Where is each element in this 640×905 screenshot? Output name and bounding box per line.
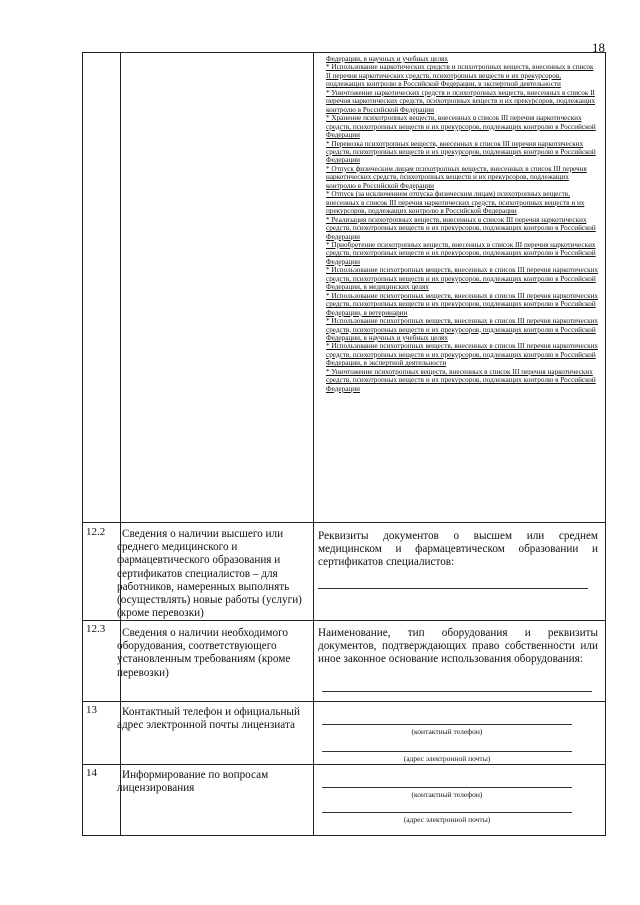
row-description-14: Информирование по вопросам лицензирования xyxy=(117,769,269,795)
row-number-13: 13 xyxy=(86,704,97,716)
row-field-12-3: Наименование, тип оборудования и реквизиты документов, подтверждающих право собственности или иное законное основание использования оборудования: xyxy=(318,627,598,666)
phone-input-line-14[interactable] xyxy=(322,787,572,788)
activity-item: * Отпуск физическим лицам психотропных веществ, внесенных в список III перечня наркотических средств, психотропных веществ и их прекурсоров, подлежащих контролю в Российской Федерации xyxy=(326,164,587,190)
activity-item: * Перевозка психотропных веществ, внесенных в список III перечня наркотических средств, психотропных веществ и их прекурсоров, подлежащих контролю в Российской Федерации xyxy=(326,139,596,165)
activity-item: * Реализация психотропных веществ, внесенных в список III перечня наркотических средств, психотропных веществ и их прекурсоров, подлежащих контролю в Российской Федерации xyxy=(326,215,596,241)
activity-item: Федерации, в научных и учебных целях xyxy=(326,55,448,63)
email-input-line-13[interactable] xyxy=(322,751,572,752)
row-description-12-2: Сведения о наличии высшего или среднего медицинского и фармацевтического образования и сертификатов специалистов – для работников, намеренных выполнять (осуществлять) новые работы (услуги) (кроме перевозки) xyxy=(117,528,302,620)
activity-item: * Отпуск (за исключением отпуска физическим лицам) психотропных веществ, внесенных в список III перечня наркотических средств, психотропных веществ и их прекурсоров, подлежащих контролю в Российской Федерации xyxy=(326,190,585,216)
row-divider-12-2 xyxy=(82,522,606,523)
activity-item: * Использование психотропных веществ, внесенных в список III перечня наркотических средств, психотропных веществ и их прекурсоров, подлежащих контролю в Российской Федерации, в ветеринарии xyxy=(326,291,599,317)
row-number-14: 14 xyxy=(86,767,97,779)
activity-item: * Использование психотропных веществ, внесенных в список III перечня наркотических средств, психотропных веществ и их прекурсоров, подлежащих контролю в Российской Федерации, в научных и учебных целях xyxy=(326,317,599,342)
page-number: 18 xyxy=(592,40,605,55)
row-number-12-3: 12.3 xyxy=(86,623,106,635)
row-field-12-2: Реквизиты документов о высшем или среднем медицинском и фармацевтическом образовании и сертификатов специалистов: xyxy=(318,530,598,569)
row-description-12-3: Сведения о наличии необходимого оборудования, соответствующего установленным требованиям (кроме перевозки) xyxy=(117,627,291,679)
email-caption-14: (адрес электронной почты) xyxy=(403,815,491,824)
activity-item: * Использование психотропных веществ, внесенных в список III перечня наркотических средств, психотропных веществ и их прекурсоров, подлежащих контролю в Российской Федерации, в экспертной деятельности xyxy=(326,342,599,368)
activity-list xyxy=(326,55,600,393)
activity-item: * Уничтожение наркотических средств и психотропных веществ, внесенных в список II перечня наркотических средств, психотропных веществ и их прекурсоров, подлежащих контролю в Российской Федерации xyxy=(326,88,596,114)
activity-item: * Уничтожение психотропных веществ, внесенных в список III перечня наркотических средств, психотропных веществ и их прекурсоров, подлежащих контролю в Российской Федерации xyxy=(326,367,596,393)
phone-input-line-13[interactable] xyxy=(322,724,572,725)
activity-item: * Использование психотропных веществ, внесенных в список III перечня наркотических средств, психотропных веществ и их прекурсоров, подлежащих контролю в Российской Федерации, в медицинских целях xyxy=(326,266,599,292)
activity-item: * Приобретение психотропных веществ, внесенных в список III перечня наркотических средств, психотропных веществ и их прекурсоров, подлежащих контролю в Российской Федерации xyxy=(326,240,596,266)
input-line-12-2[interactable] xyxy=(318,588,588,589)
row-divider-14 xyxy=(82,764,606,765)
email-input-line-14[interactable] xyxy=(322,812,572,813)
activity-item: * Хранение психотропных веществ, внесенных в список III перечня наркотических средств, психотропных веществ и их прекурсоров, подлежащих контролю в Российской Федерации xyxy=(326,114,596,140)
activity-item: * Использование наркотических средств и психотропных веществ, внесенных в список II перечня наркотических средств, психотропных веществ и их прекурсоров, подлежащих контролю в Российской Федерации, в экспертной деятельности xyxy=(326,63,594,89)
column-divider-2 xyxy=(313,52,314,836)
row-description-13: Контактный телефон и официальный адрес электронной почты лицензиата xyxy=(117,706,300,732)
row-divider-13 xyxy=(82,701,606,702)
row-number-12-2: 12.2 xyxy=(86,526,106,538)
email-caption-13: (адрес электронной почты) xyxy=(403,754,491,763)
phone-caption-14: (контактный телефон) xyxy=(411,790,483,799)
phone-caption-13: (контактный телефон) xyxy=(411,727,483,736)
input-line-12-3[interactable] xyxy=(322,691,592,692)
